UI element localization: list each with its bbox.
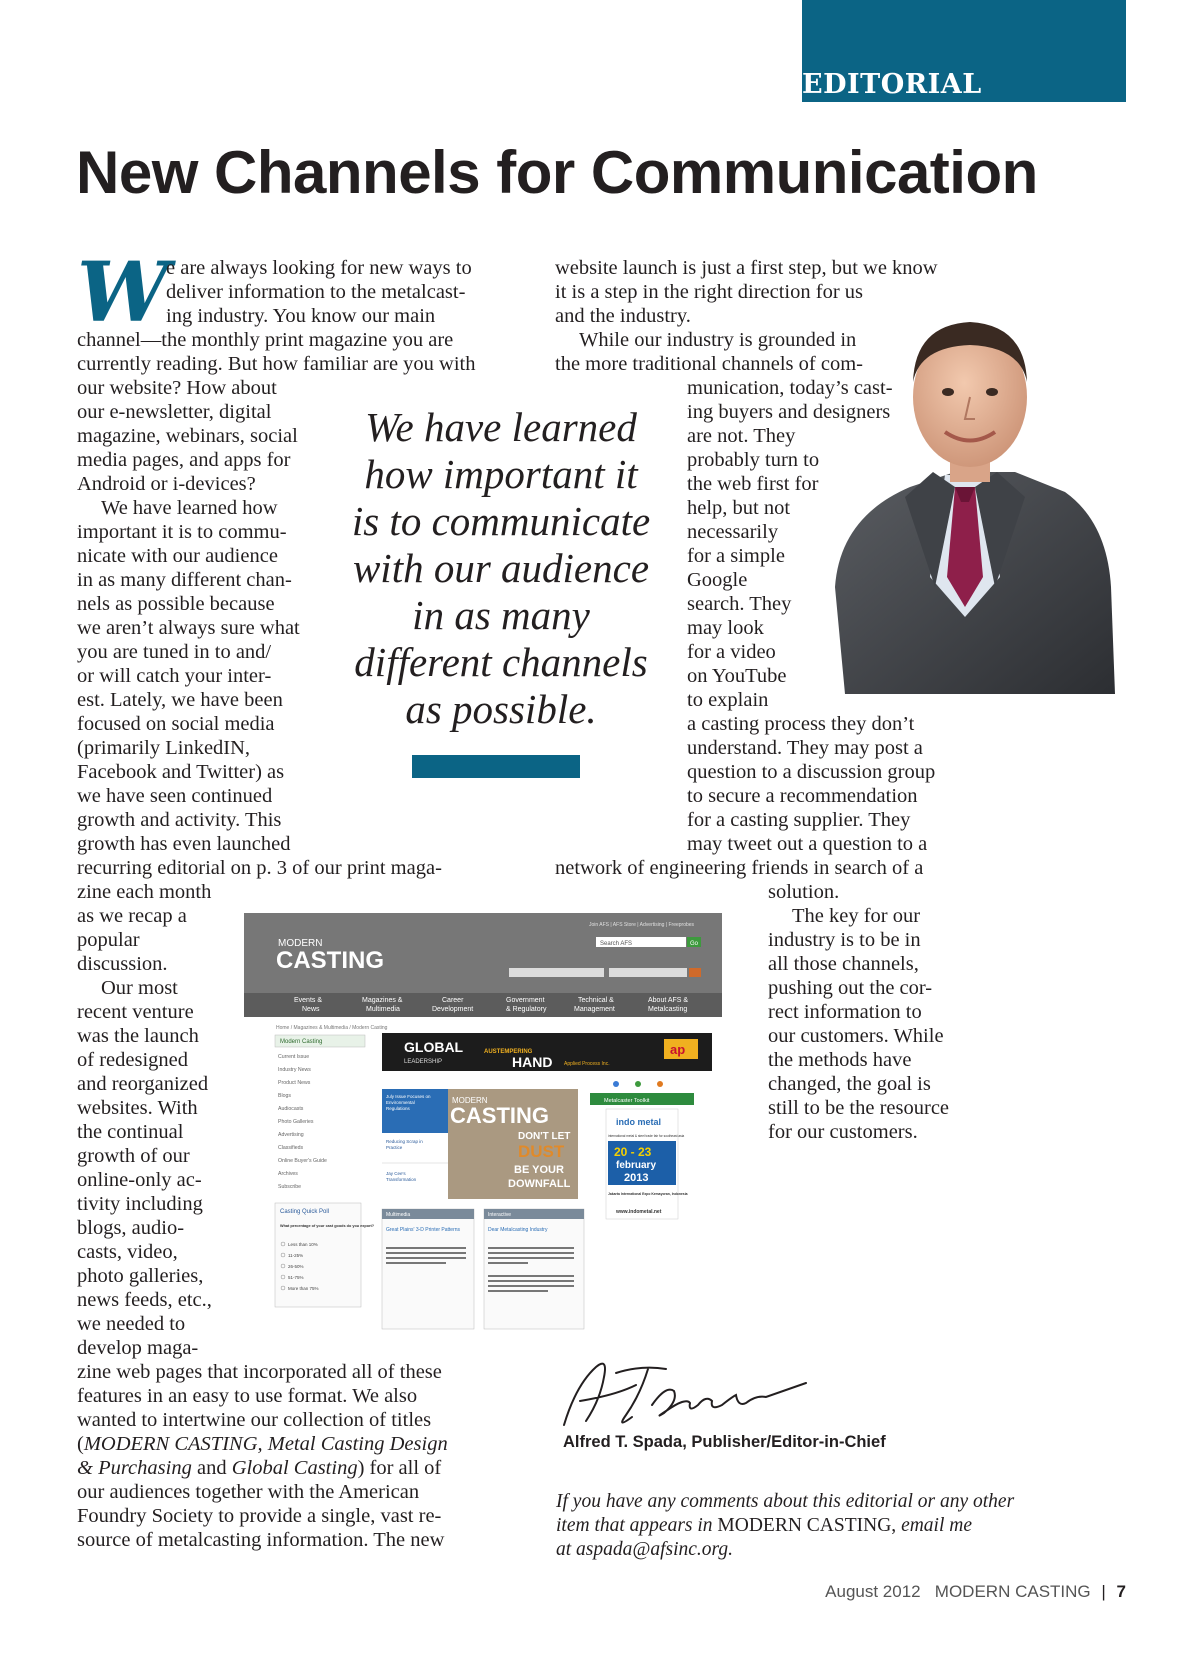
site-cover-top: MODERN xyxy=(452,1096,488,1105)
signature-name: Alfred T. Spada, Publisher/Editor-in-Chief xyxy=(563,1433,886,1451)
body-line: of redesigned xyxy=(77,1049,188,1071)
body-line: to secure a recommendation xyxy=(687,785,918,807)
body-line: understand. They may post a xyxy=(687,737,923,759)
page-number: 7 xyxy=(1116,1582,1126,1601)
body-line: for our customers. xyxy=(768,1121,918,1143)
titles-line xyxy=(77,1456,441,1480)
body-line: for a simple xyxy=(687,545,785,567)
site-nav-government-2: & Regulatory xyxy=(506,1006,547,1013)
body-line: features in an easy to use format. We also xyxy=(77,1385,418,1407)
site-cover-line: DUST xyxy=(518,1142,565,1161)
site-sidebar-header: Modern Casting xyxy=(280,1039,323,1045)
site-ad-austempering: AUSTEMPERING xyxy=(484,1049,533,1055)
site-nav-technical-2: Management xyxy=(574,1006,615,1013)
body-line: in as many different chan- xyxy=(77,569,292,591)
title-italic: MODERN CASTING, Metal Casting Design xyxy=(83,1433,448,1455)
body-line: deliver information to the metalcast- xyxy=(166,281,466,303)
body-line: We have learned how xyxy=(101,497,278,519)
body-line: growth has even launched xyxy=(77,833,291,855)
closing-note-text: email me xyxy=(896,1515,972,1536)
body-line: necessarily xyxy=(687,521,779,543)
body-line: ing buyers and designers xyxy=(687,401,891,423)
body-line: growth of our xyxy=(77,1145,190,1167)
body-line: our website? How about xyxy=(77,377,277,399)
title-italic: Global Casting xyxy=(231,1457,358,1479)
body-line: blogs, audio- xyxy=(77,1217,185,1239)
site-indo-dates: 20 - 23 xyxy=(614,1145,652,1159)
body-line: est. Lately, we have been xyxy=(77,689,283,711)
site-nav-career-2: Development xyxy=(432,1006,474,1013)
body-line: munication, today’s cast- xyxy=(687,377,893,399)
pull-quote-line: how important it xyxy=(364,451,638,497)
body-line: our audiences together with the American xyxy=(77,1481,420,1503)
body-line: Android or i-devices? xyxy=(77,473,256,495)
website-screenshot xyxy=(244,913,722,1330)
closing-note-line: at aspada@afsinc.org. xyxy=(556,1539,734,1560)
body-line: media pages, and apps for xyxy=(77,449,291,471)
closing-note-line: If you have any comments about this editorial or any other xyxy=(556,1491,1015,1512)
site-interactive-link: Dear Metalcasting Industry xyxy=(488,1227,548,1233)
site-poll-option: 11-25% xyxy=(288,1253,304,1258)
pull-quote-line: different channels xyxy=(354,639,648,685)
body-line: the more traditional channels of com- xyxy=(555,353,863,375)
site-sidebar-item: Subscribe xyxy=(278,1184,302,1190)
body-line: search. They xyxy=(687,593,792,615)
author-signature xyxy=(556,1355,816,1435)
body-line: and reorganized xyxy=(77,1073,209,1095)
author-portrait xyxy=(815,287,1115,694)
site-sidebar-item: Classifieds xyxy=(278,1145,304,1151)
body-line: pushing out the cor- xyxy=(768,977,933,999)
closing-note-magazine: MODERN CASTING, xyxy=(717,1515,897,1536)
body-line: magazine, webinars, social xyxy=(77,425,298,447)
body-line: solution. xyxy=(768,881,840,903)
body-line: as we recap a xyxy=(77,905,187,927)
site-feature-item: Transformation xyxy=(386,1177,417,1182)
site-nav-career-1: Career xyxy=(442,997,464,1004)
site-feature-item: Reducing Scrap in xyxy=(386,1139,423,1144)
body-line: was the launch xyxy=(77,1025,199,1047)
site-feature-blue: Environmental xyxy=(386,1100,415,1105)
body-line: zine web pages that incorporated all of these xyxy=(77,1361,442,1383)
site-sidebar-item: Archives xyxy=(278,1171,298,1177)
body-line: Facebook and Twitter) as xyxy=(77,761,285,783)
body-line: or will catch your inter- xyxy=(77,665,272,687)
site-indo-month: february xyxy=(616,1160,657,1171)
body-line: (primarily LinkedIN, xyxy=(77,737,251,759)
site-poll-question: What percentage of your cast goods do you export? xyxy=(280,1224,375,1228)
body-line: discussion. xyxy=(77,953,168,975)
site-sidebar-item: Audiocasts xyxy=(278,1106,304,1112)
body-line: zine each month xyxy=(77,881,212,903)
site-toolkit-button: Metalcaster Toolkit xyxy=(604,1098,650,1104)
site-poll-option: 26-50% xyxy=(288,1264,304,1269)
titles-line xyxy=(77,1432,448,1456)
site-go-button: Go xyxy=(690,941,699,947)
site-feature-item: Jay Cee's xyxy=(386,1171,406,1176)
site-multimedia-link: Great Plains' 3-D Printer Patterns xyxy=(386,1227,461,1233)
site-ad-hand: HAND xyxy=(512,1054,553,1070)
body-line: question to a discussion group xyxy=(687,761,936,783)
site-top-links: Join AFS | AFS Store | Advertising | Freeprobes xyxy=(589,922,695,928)
body-line: help, but not xyxy=(687,497,791,519)
body-line: important it is to commu- xyxy=(77,521,287,543)
body-line: website launch is just a first step, but we know xyxy=(555,257,938,279)
site-nav-about-1: About AFS & xyxy=(648,997,689,1004)
body-line: you are tuned in to and/ xyxy=(77,641,272,663)
body-line: photo galleries, xyxy=(77,1265,204,1287)
site-nav-magazines-1: Magazines & xyxy=(362,997,403,1004)
closing-note-text: item that appears in xyxy=(556,1515,718,1536)
site-indo-venue: Jakarta International Expo Kemayoran, Indonesia xyxy=(608,1192,688,1196)
body-line: wanted to intertwine our collection of titles xyxy=(77,1409,432,1431)
site-sidebar-item: Product News xyxy=(278,1080,311,1086)
site-nav-about-2: Metalcasting xyxy=(648,1006,688,1013)
site-nav-magazines-2: Multimedia xyxy=(366,1006,400,1013)
site-feature-item: Practice xyxy=(386,1145,403,1150)
site-cover-title: CASTING xyxy=(450,1103,549,1128)
body-line: we aren’t always sure what xyxy=(77,617,300,639)
site-poll-option: Less than 10% xyxy=(288,1242,318,1247)
body-line: focused on social media xyxy=(77,713,275,735)
site-interactive-title: Interactive xyxy=(488,1212,512,1218)
body-line: ing industry. You know our main xyxy=(166,305,436,327)
article-headline: New Channels for Communication xyxy=(76,139,1038,206)
body-line: probably turn to xyxy=(687,449,820,471)
body-line: Google xyxy=(687,569,748,591)
body-line: casts, video, xyxy=(77,1241,178,1263)
body-line: recurring editorial on p. 3 of our print maga- xyxy=(77,857,442,879)
page-footer xyxy=(825,1582,1126,1602)
body-line: nels as possible because xyxy=(77,593,275,615)
site-nav-events-2: News xyxy=(302,1006,320,1013)
pull-quote-line: We have learned xyxy=(365,404,637,450)
site-feature-blue: July Issue Focuses on xyxy=(386,1094,431,1099)
body-line: for a video xyxy=(687,641,776,663)
site-sidebar-item: Industry News xyxy=(278,1067,311,1073)
body-line: and the industry. xyxy=(555,305,691,327)
body-line: we needed to xyxy=(77,1313,186,1335)
site-sidebar-item: Current Issue xyxy=(278,1054,310,1060)
site-indo-year: 2013 xyxy=(624,1172,649,1184)
body-line: websites. With xyxy=(77,1097,198,1119)
footer-magazine: MODERN CASTING xyxy=(934,1582,1091,1601)
pull-quote-bar xyxy=(412,755,580,778)
body-line: a casting process they don’t xyxy=(687,713,915,735)
section-banner xyxy=(802,0,1126,102)
body-line: for a casting supplier. They xyxy=(687,809,911,831)
body-line: growth and activity. This xyxy=(77,809,282,831)
body-line: The key for our xyxy=(792,905,921,927)
body-line: network of engineering friends in search of a xyxy=(555,857,924,879)
body-line: tivity including xyxy=(77,1193,203,1215)
site-logo-top: MODERN xyxy=(278,938,323,949)
body-line: the continual xyxy=(77,1121,184,1143)
body-line: still to be the resource xyxy=(768,1097,950,1119)
site-sidebar-item: Advertising xyxy=(278,1132,304,1138)
body-line: Our most xyxy=(101,977,178,999)
pull-quote-line: in as many xyxy=(412,592,590,638)
body-line: the web first for xyxy=(687,473,819,495)
drop-cap: W xyxy=(77,245,170,341)
site-cover-line: BE YOUR xyxy=(514,1164,564,1176)
site-ad-global: GLOBAL xyxy=(404,1039,464,1055)
body-line: are not. They xyxy=(687,425,796,447)
closing-note-line xyxy=(556,1514,1026,1538)
site-cover-line: DOWNFALL xyxy=(508,1178,571,1190)
site-nav-government-1: Government xyxy=(506,997,545,1004)
titles-close: ) for all of xyxy=(357,1457,442,1479)
site-multimedia-title: Multimedia xyxy=(386,1212,411,1218)
body-line: we have seen continued xyxy=(77,785,273,807)
body-line: may tweet out a question to a xyxy=(687,833,928,855)
titles-open: ( xyxy=(77,1433,84,1455)
site-poll-option: 51-75% xyxy=(288,1275,304,1280)
site-logo: CASTING xyxy=(276,947,384,974)
site-cover-line: DON'T LET xyxy=(518,1131,571,1142)
site-breadcrumb: Home / Magazines & Multimedia / Modern Casting xyxy=(276,1025,388,1031)
section-label: EDITORIAL xyxy=(802,69,982,100)
footer-separator: | xyxy=(1101,1582,1106,1601)
site-indo-sub: international metal & steel trade fair for southeast asia xyxy=(608,1134,685,1138)
site-ad-ap: ap xyxy=(670,1042,686,1057)
body-line: While our industry is grounded in xyxy=(579,329,857,351)
body-line: on YouTube xyxy=(687,665,787,687)
body-line: Foundry Society to provide a single, vast re- xyxy=(77,1505,442,1527)
body-line: it is a step in the right direction for us xyxy=(555,281,864,303)
body-line: popular xyxy=(77,929,140,951)
title-italic: & Purchasing xyxy=(77,1457,192,1479)
body-line: develop maga- xyxy=(77,1337,199,1359)
body-line: source of metalcasting information. The new xyxy=(77,1529,445,1551)
site-ad-applied: Applied Process Inc. xyxy=(564,1061,610,1067)
titles-and: and xyxy=(191,1457,232,1479)
site-indo-url: www.indometal.net xyxy=(616,1209,662,1215)
body-line: rect information to xyxy=(768,1001,922,1023)
body-line: our customers. While xyxy=(768,1025,944,1047)
site-ad-leadership: LEADERSHIP xyxy=(404,1059,443,1065)
site-nav-events-1: Events & xyxy=(294,997,323,1004)
body-line: may look xyxy=(687,617,764,639)
body-line: online-only ac- xyxy=(77,1169,202,1191)
body-line: nicate with our audience xyxy=(77,545,278,567)
body-line: currently reading. But how familiar are you with xyxy=(77,353,476,375)
body-line: industry is to be in xyxy=(768,929,921,951)
body-line: to explain xyxy=(687,689,769,711)
site-sidebar-item: Online Buyer's Guide xyxy=(278,1158,327,1164)
body-line: e are always looking for new ways to xyxy=(166,257,472,279)
pull-quote-line: as possible. xyxy=(405,686,597,732)
body-line: the methods have xyxy=(768,1049,912,1071)
site-poll-option: More than 75% xyxy=(288,1286,319,1291)
site-feature-blue: Regulations xyxy=(386,1106,410,1111)
body-line: channel—the monthly print magazine you are xyxy=(77,329,454,351)
body-line: our e-newsletter, digital xyxy=(77,401,272,423)
site-search-input: Search AFS xyxy=(600,941,633,947)
pull-quote xyxy=(338,404,664,733)
site-indo-logo: indo metal xyxy=(616,1117,662,1127)
body-line: all those channels, xyxy=(768,953,919,975)
body-line: changed, the goal is xyxy=(768,1073,931,1095)
site-nav-technical-1: Technical & xyxy=(578,997,614,1004)
pull-quote-line: with our audience xyxy=(352,545,650,591)
pull-quote-line: is to communicate xyxy=(351,498,651,544)
site-sidebar-item: Blogs xyxy=(278,1093,291,1099)
body-line: recent venture xyxy=(77,1001,194,1023)
body-line: news feeds, etc., xyxy=(77,1289,212,1311)
site-poll-title: Casting Quick Poll xyxy=(280,1209,330,1215)
footer-date: August 2012 xyxy=(825,1582,921,1601)
site-sidebar-item: Photo Galleries xyxy=(278,1119,314,1125)
